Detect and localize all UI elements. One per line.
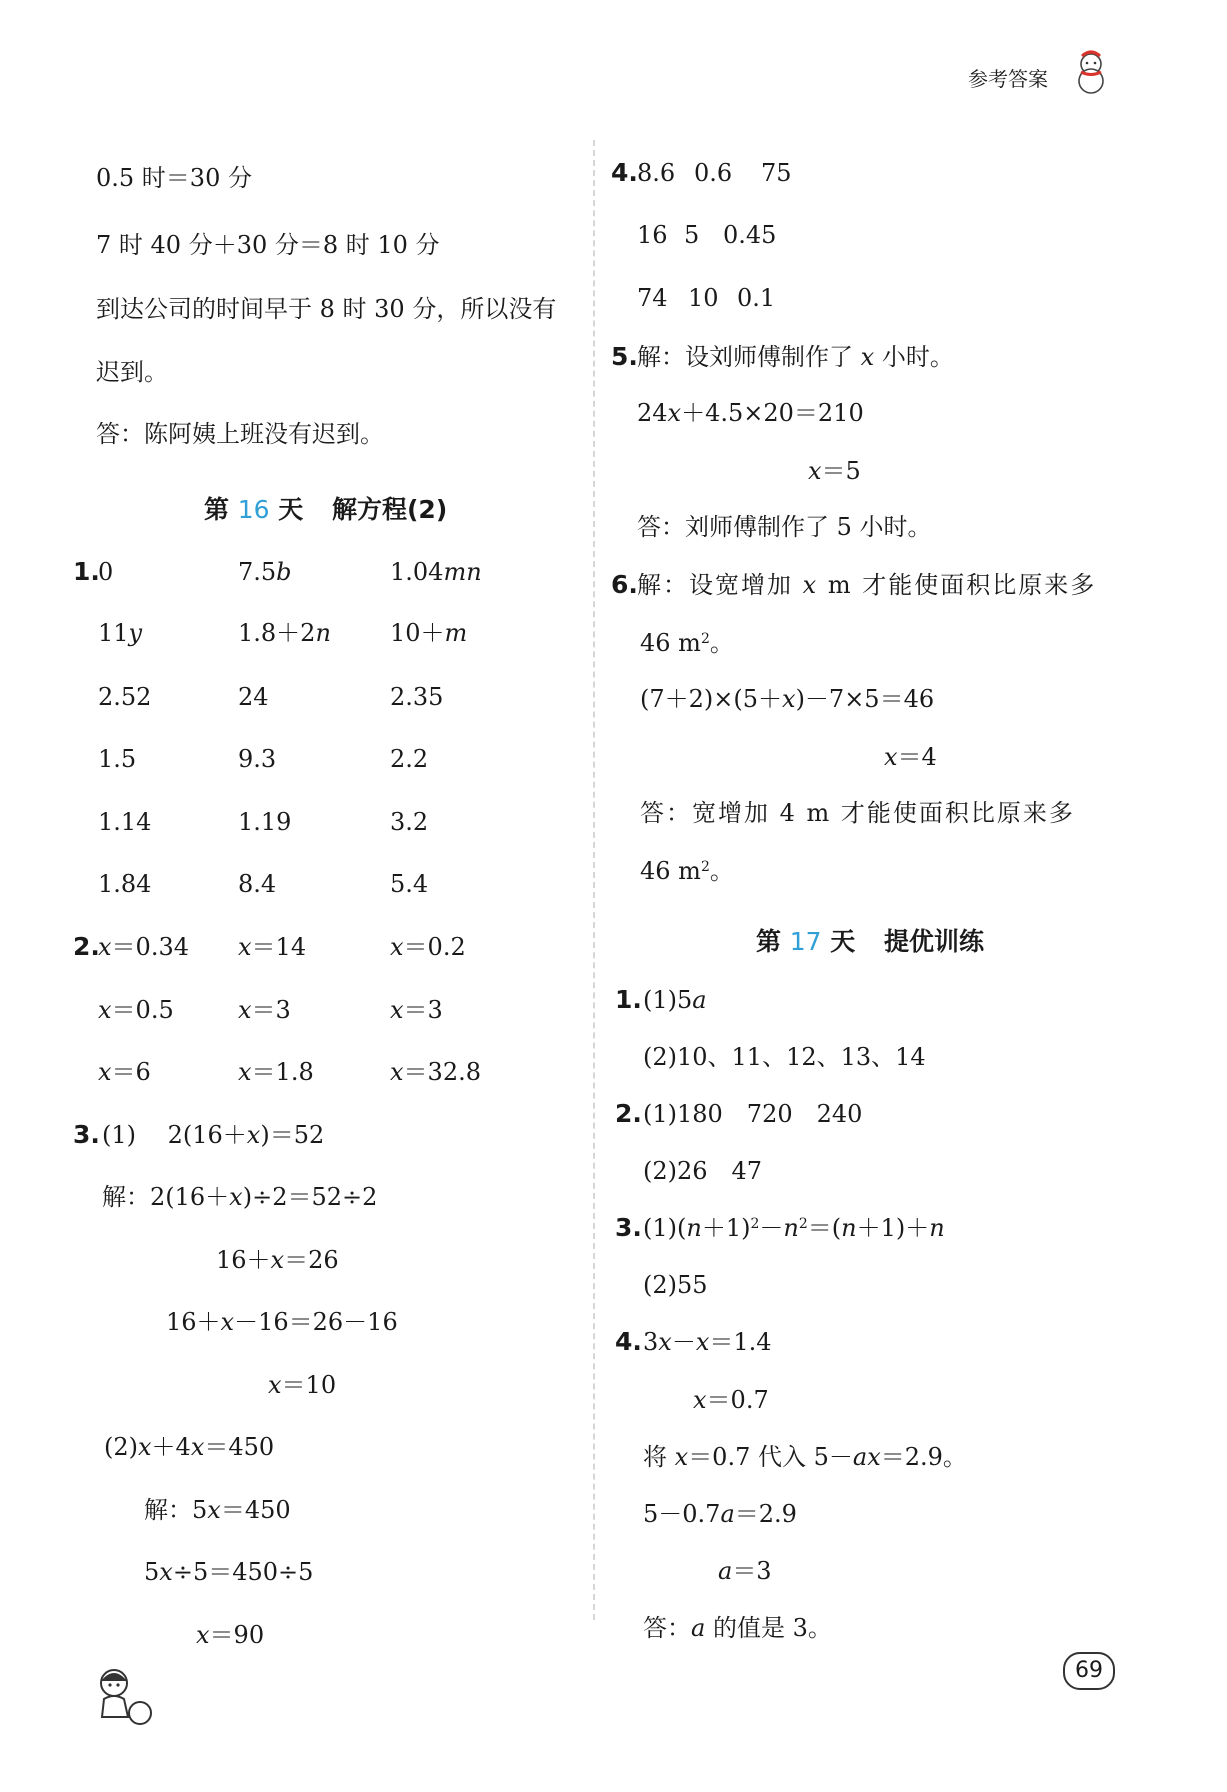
equation-line: $(1)(n+1)^2-n^2=(n+1)+n$ — [643, 1214, 945, 1242]
equation-line: 解：设宽增加 x m 才能使面积比原来多 — [637, 571, 1097, 599]
equation-line: 5－0.7a＝2.9 — [643, 1500, 797, 1528]
equation-line: 将 x＝0.7 代入 5－ax＝2.9。 — [643, 1443, 967, 1471]
equation-line: x＝5 — [808, 457, 861, 485]
answer-cell: 24 — [238, 683, 269, 711]
question-number: 2. — [73, 932, 100, 961]
equation-line: 3x－x＝1.4 — [643, 1328, 772, 1356]
equation-line: 答：a 的值是 3。 — [643, 1614, 832, 1642]
answer-cell: 74 — [637, 284, 668, 312]
answer-cell: 16 — [637, 221, 668, 249]
equation-line: 46 $m^2$。 — [640, 857, 734, 885]
equation-line: x＝4 — [884, 743, 937, 771]
column-divider — [593, 140, 595, 1620]
answer-cell: 5 — [684, 221, 700, 249]
child-snowball-icon — [94, 1665, 156, 1727]
question-number: 4. — [615, 1327, 642, 1356]
equation-line: a＝3 — [718, 1557, 772, 1585]
answer-cell: 1.04mn — [390, 558, 482, 586]
equation-line: (7＋2)×(5＋x)－7×5＝46 — [640, 685, 935, 713]
answer-cell: 11y — [98, 619, 143, 647]
equation-line: 16＋x＝26 — [216, 1246, 339, 1274]
section-heading-17: 第 17 天 提优训练 — [756, 927, 985, 956]
question-number: 3. — [615, 1213, 642, 1242]
answer-cell: x＝3 — [238, 996, 291, 1024]
answer-cell: 2.2 — [390, 745, 429, 773]
question-number: 3. — [73, 1120, 100, 1149]
equation-line: (1) 2(16＋x)＝52 — [102, 1121, 325, 1149]
answer-cell: 0.45 — [723, 221, 777, 249]
answer-cell: 0 — [98, 558, 114, 586]
answer-cell: 0.1 — [737, 284, 776, 312]
equation-line: x＝10 — [268, 1371, 337, 1399]
equation-line: 46 $m^2$。 — [640, 629, 734, 657]
answer-cell: 0.6 — [694, 159, 733, 187]
answer-cell: 8.6 — [637, 159, 676, 187]
answer-cell: 2.52 — [98, 683, 152, 711]
answer-cell: x＝6 — [98, 1058, 151, 1086]
text-line: 答：陈阿姨上班没有迟到。 — [96, 420, 384, 448]
text-line: 到达公司的时间早于 8 时 30 分，所以没有 — [96, 295, 557, 323]
question-number: 2. — [615, 1099, 642, 1128]
question-number: 6. — [611, 570, 638, 599]
answer-cell: 75 — [761, 159, 792, 187]
equation-line: 答：刘师傅制作了 5 小时。 — [637, 513, 932, 541]
answer-cell: 10 — [688, 284, 719, 312]
text-line: 7 时 40 分＋30 分＝8 时 10 分 — [96, 231, 440, 259]
equation-line: (2)x＋4x＝450 — [104, 1433, 275, 1461]
answer-cell: x＝0.5 — [98, 996, 174, 1024]
equation-line: 16＋x－16＝26－16 — [166, 1308, 398, 1336]
answer-cell: 1.8＋2n — [238, 619, 331, 647]
answer-cell: 9.3 — [238, 745, 277, 773]
answer-cell: x＝1.8 — [238, 1058, 314, 1086]
equation-line: (1)5a — [643, 986, 707, 1014]
equation-line: 解：设刘师傅制作了 x 小时。 — [637, 343, 954, 371]
equation-line: (1)180 720 240 — [643, 1100, 863, 1128]
answer-cell: 1.19 — [238, 808, 292, 836]
answer-cell: 10＋m — [390, 619, 468, 647]
equation-line: 解：5x＝450 — [144, 1496, 291, 1524]
answer-cell: x＝0.2 — [390, 933, 466, 961]
snowman-icon — [1072, 50, 1110, 94]
answer-cell: x＝32.8 — [390, 1058, 481, 1086]
answer-cell: x＝3 — [390, 996, 443, 1024]
question-number: 5. — [611, 342, 638, 371]
answer-cell: 1.14 — [98, 808, 152, 836]
answer-cell: 5.4 — [390, 870, 429, 898]
answer-cell: x＝14 — [238, 933, 307, 961]
answer-cell: 2.35 — [390, 683, 444, 711]
equation-line: (2)26 47 — [643, 1157, 763, 1185]
header-title: 参考答案 — [968, 67, 1048, 91]
section-heading-16: 第 16 天 解方程(2) — [204, 495, 448, 524]
equation-line: 答：宽增加 4 m 才能使面积比原来多 — [640, 799, 1075, 827]
answer-cell: 1.5 — [98, 745, 137, 773]
equation-line: (2)10、11、12、13、14 — [643, 1043, 926, 1071]
question-number: 1. — [73, 557, 100, 586]
answer-cell: 1.84 — [98, 870, 152, 898]
equation-line: 24x＋4.5×20＝210 — [637, 399, 864, 427]
equation-line: x＝90 — [196, 1621, 265, 1649]
question-number: 4. — [611, 158, 638, 187]
answer-cell: 7.5b — [238, 558, 292, 586]
question-number: 1. — [615, 985, 642, 1014]
equation-line: 5x÷5＝450÷5 — [144, 1558, 314, 1586]
text-line: 迟到。 — [96, 358, 168, 386]
text-line: 0.5 时＝30 分 — [96, 164, 252, 192]
answer-cell: 3.2 — [390, 808, 429, 836]
answer-cell: 8.4 — [238, 870, 277, 898]
equation-line: x＝0.7 — [693, 1386, 769, 1414]
equation-line: (2)55 — [643, 1271, 708, 1299]
equation-line: 解：2(16＋x)÷2＝52÷2 — [102, 1183, 378, 1211]
answer-cell: x＝0.34 — [98, 933, 189, 961]
page-number: 69 — [1063, 1652, 1115, 1690]
